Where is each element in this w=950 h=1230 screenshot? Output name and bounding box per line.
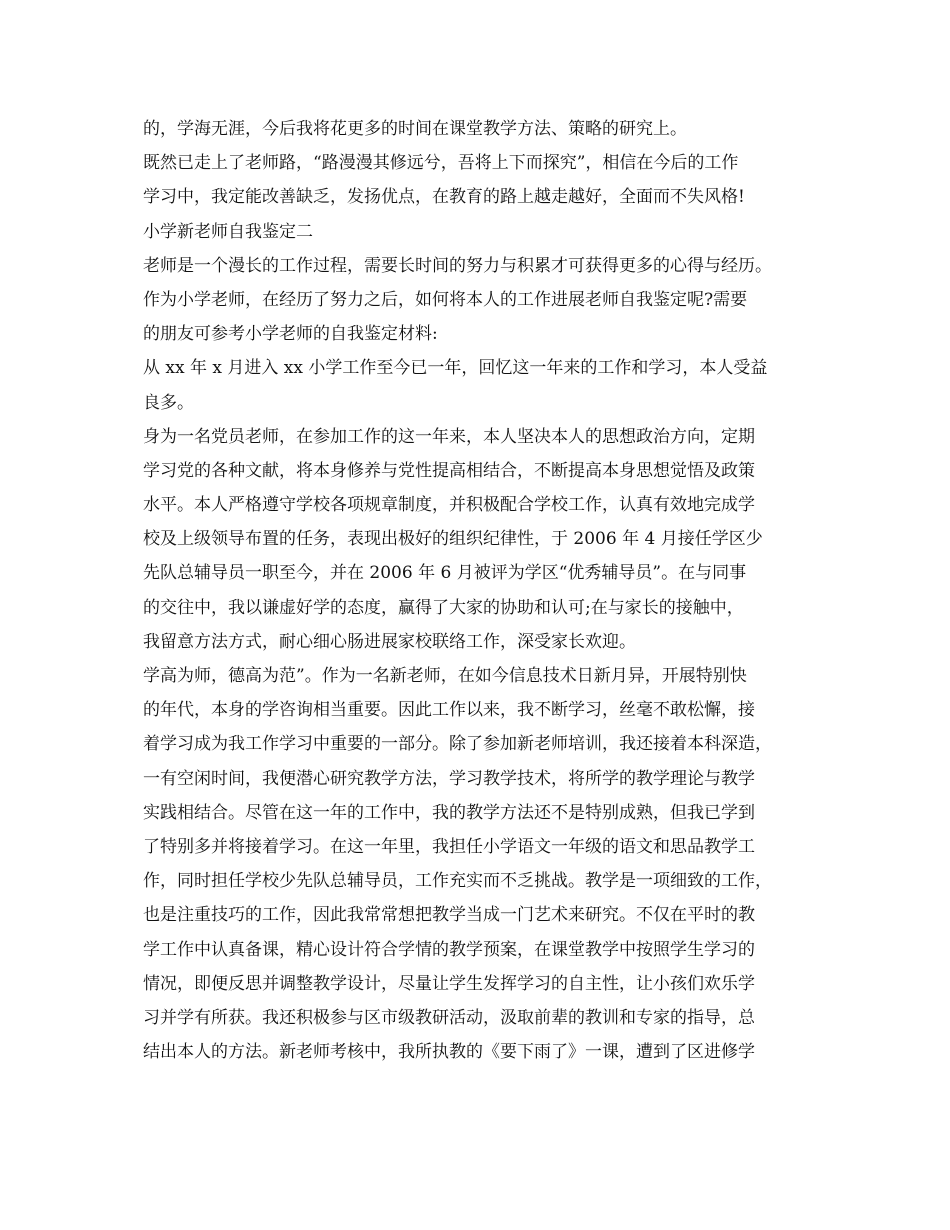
text-line: 作为小学老师，在经历了努力之后，如何将本人的工作进展老师自我鉴定呢?需要 [143,289,748,310]
text-line: 实践相结合。尽管在这一年的工作中，我的教学方法还不是特别成熟，但我已学到 [143,802,755,823]
text-line: 的，学海无涯，今后我将花更多的时间在课堂教学方法、策略的研究上。 [143,119,687,139]
section-heading: 小学新老师自我鉴定二 [143,221,313,242]
document-body [143,112,823,1069]
text-line: 良多。 [143,392,194,413]
text-line: 一有空闲时间，我便潜心研究教学方法，学习教学技术，将所学的教学理论与教学 [143,768,755,789]
text-line: 的交往中，我以谦虚好学的态度，赢得了大家的协助和认可;在与家长的接触中， [143,597,744,618]
text-line: 也是注重技巧的工作，因此我常常想把教学当成一门艺术来研究。不仅在平时的教 [143,905,755,926]
text-line: 作，同时担任学校少先队总辅导员，工作充实而不乏挑战。教学是一项细致的工作， [143,871,772,892]
text-line: 水平。本人严格遵守学校各项规章制度，并积极配合学校工作，认真有效地完成学 [143,495,755,516]
text-line: 我留意方法方式，耐心细心肠进展家校联络工作，深受家长欢迎。 [143,631,636,652]
text-line: 从 xx 年 x 月进入 xx 小学工作至今已一年，回忆这一年来的工作和学习，本人受益 [143,358,768,379]
text-line: 着学习成为我工作学习中重要的一部分。除了参加新老师培训，我还接着本科深造， [143,734,772,755]
text-line: 老师是一个漫长的工作过程，需要长时间的努力与积累才可获得更多的心得与经历。 [143,255,772,276]
text-line: 学高为师，德高为范”。作为一名新老师，在如今信息技术日新月异，开展特别快 [143,666,747,686]
text-line: 的朋友可参考小学老师的自我鉴定材料: [143,324,438,345]
text-line: 既然已走上了老师路，“路漫漫其修远兮，吾将上下而探究”，相信在今后的工作 [143,153,739,174]
text-line: 学习中，我定能改善缺乏，发扬优点，在教育的路上越走越好，全面而不失风格! [143,187,745,208]
text-line: 学工作中认真备课，精心设计符合学情的教学预案，在课堂教学中按照学生学习的 [143,939,755,960]
text-line: 习并学有所获。我还积极参与区市级教研活动，汲取前辈的教训和专家的指导，总 [143,1007,755,1028]
text-line: 结出本人的方法。新老师考核中，我所执教的《要下雨了》一课，遭到了区进修学 [143,1042,755,1063]
text-line: 身为一名党员老师，在参加工作的这一年来，本人坚决本人的思想政治方向，定期 [143,426,755,447]
text-line: 先队总辅导员一职至今，并在 2006 年 6 月被评为学区“优秀辅导员”。在与同事 [143,563,747,584]
text-line: 校及上级领导布置的任务，表现出极好的组织纪律性，于 2006 年 4 月接任学区少 [143,529,763,550]
text-line: 的年代，本身的学咨询相当重要。因此工作以来，我不断学习，丝毫不敢松懈，接 [143,700,755,721]
text-line: 了特别多并将接着学习。在这一年里，我担任小学语文一年级的语文和思品教学工 [143,836,755,857]
text-line: 情况，即便反思并调整教学设计，尽量让学生发挥学习的自主性，让小孩们欢乐学 [143,973,755,994]
text-line: 学习党的各种文献，将本身修养与党性提高相结合，不断提高本身思想觉悟及政策 [143,460,755,481]
